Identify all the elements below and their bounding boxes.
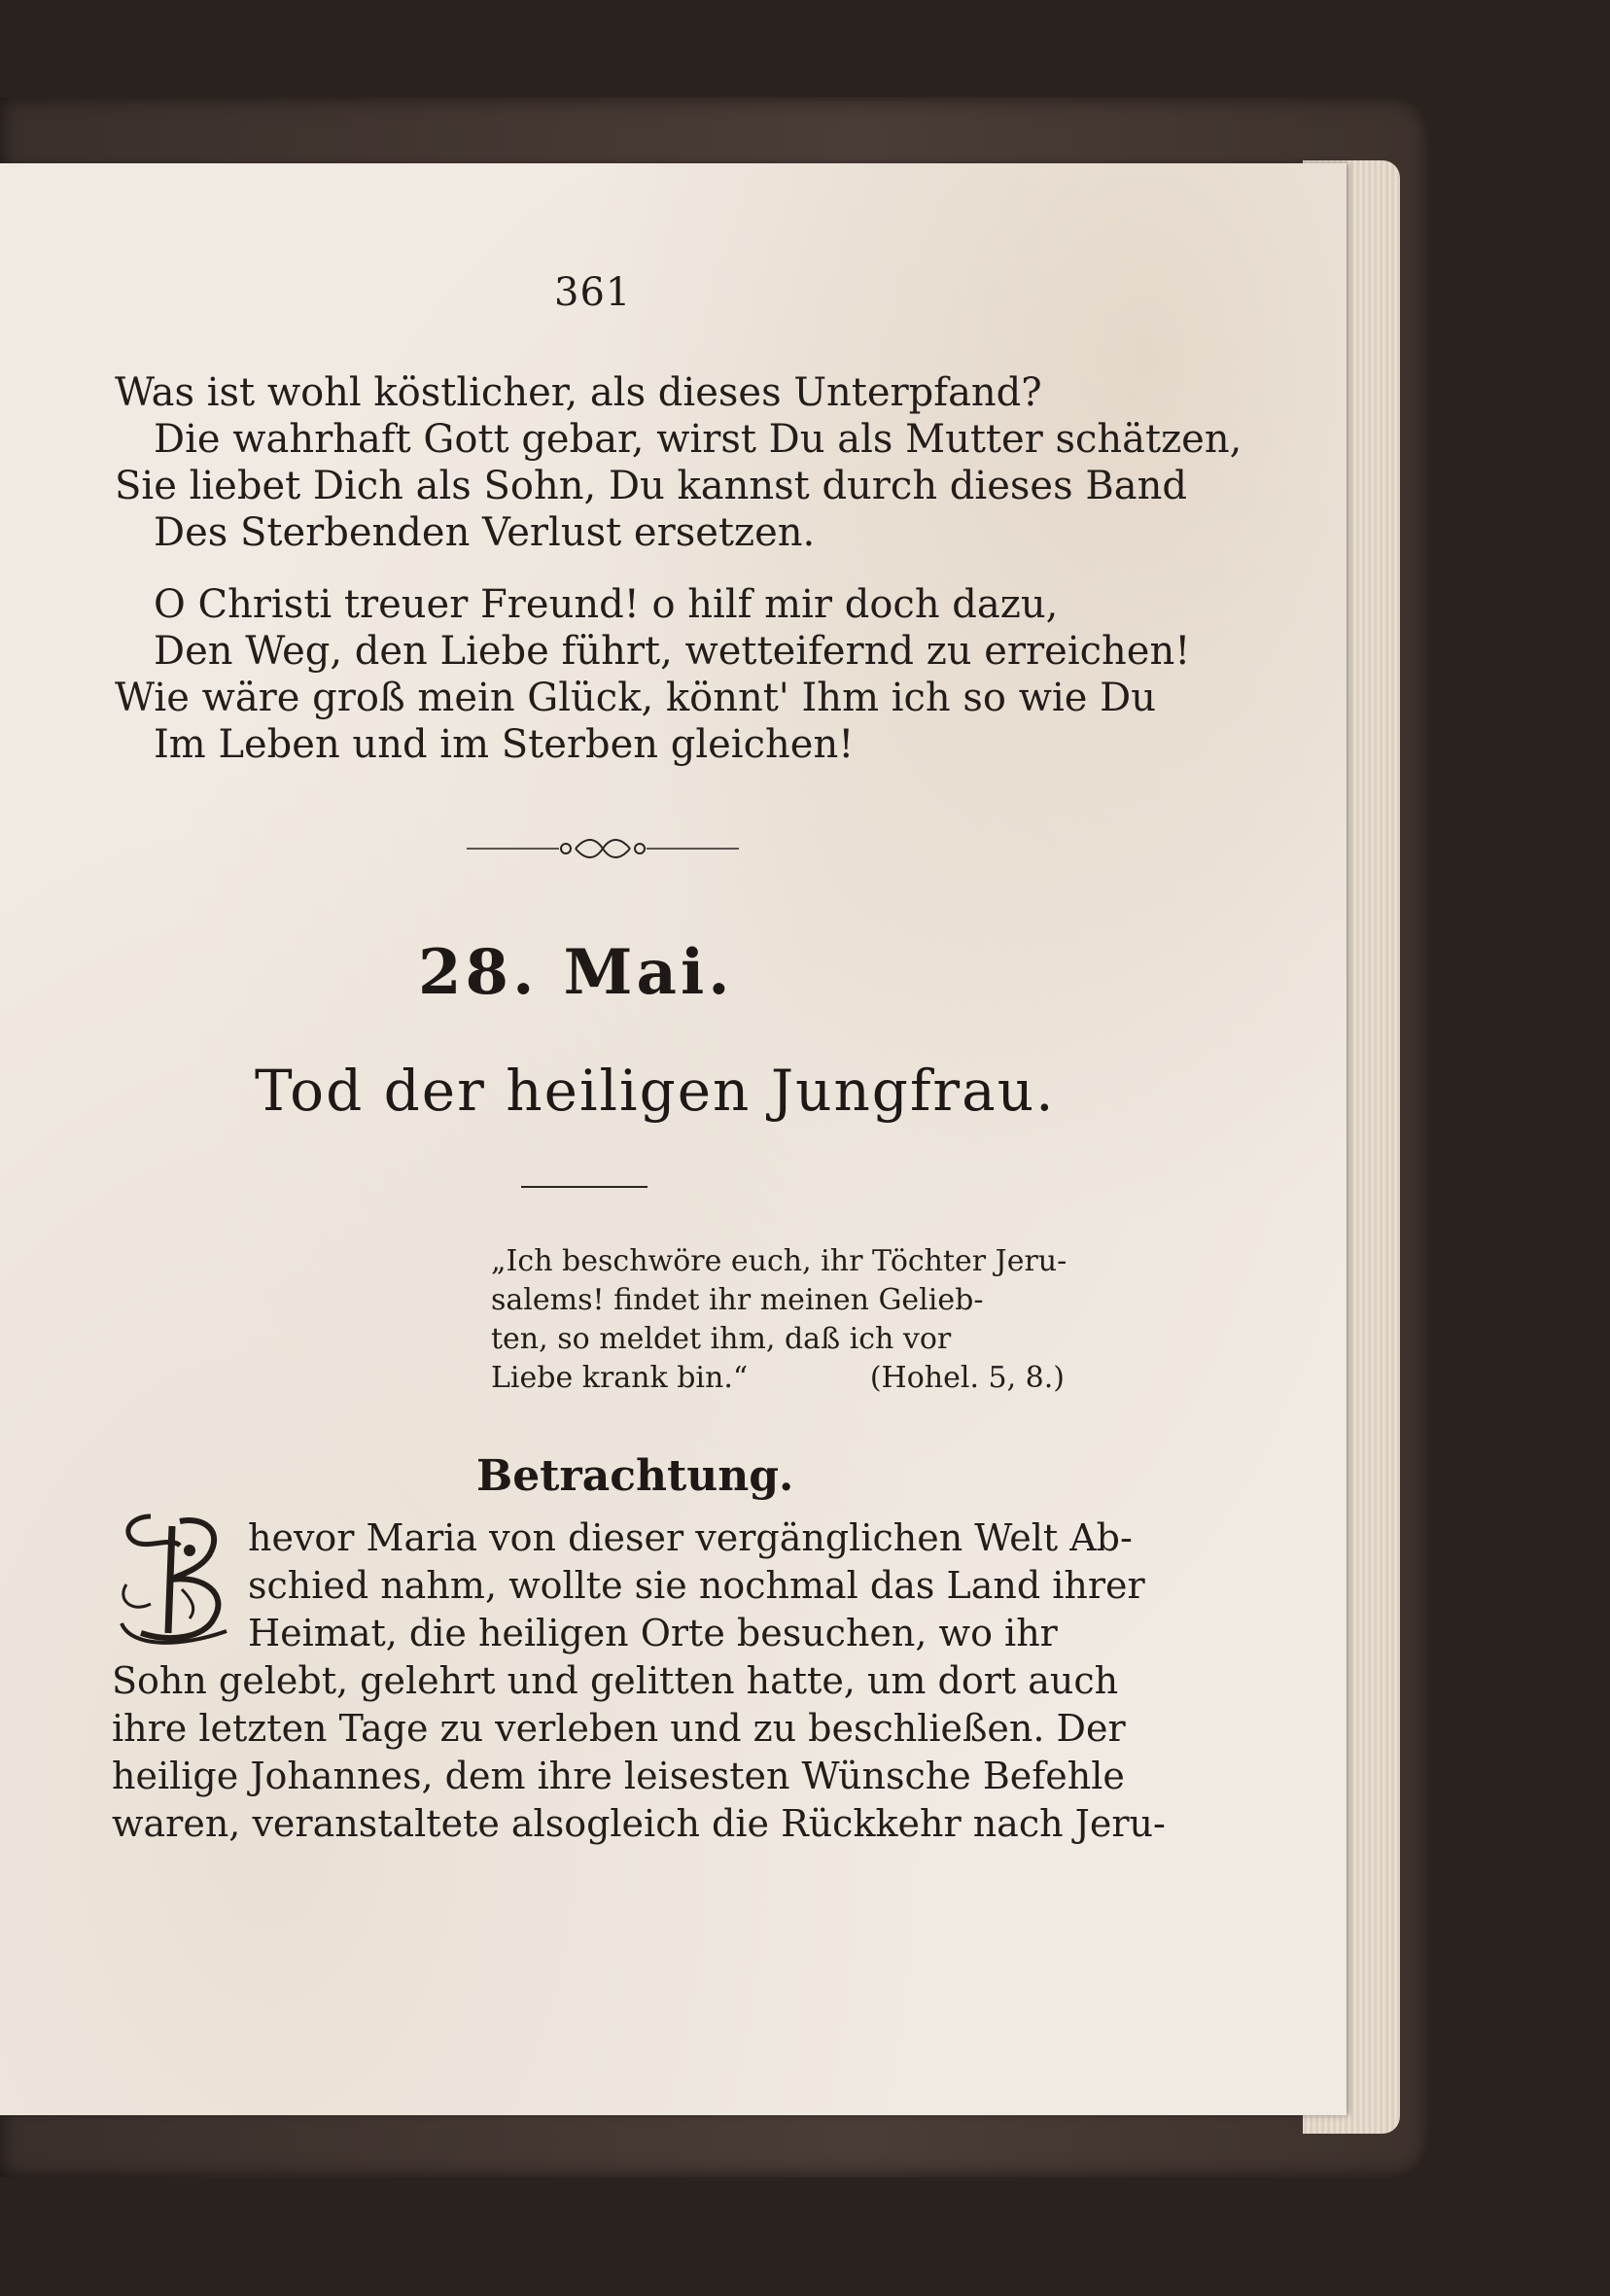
epigraph-reference: (Hohel. 5, 8.): [869, 1361, 1065, 1395]
verse-line: O Christi treuer Freund! o hilf mir doch dazu,: [154, 582, 1059, 627]
body-line: Sohn gelebt, gelehrt und gelitten hatte, um dort auch: [112, 1659, 1119, 1702]
book-page: [0, 163, 1347, 2115]
body-line: Heimat, die heiligen Orte besuchen, wo ihr: [248, 1612, 1058, 1654]
verse-line: Des Sterbenden Verlust ersetzen.: [154, 510, 816, 555]
poem-stanza-2: [115, 581, 1191, 768]
body-line: ihre letzten Tage zu verleben und zu beschließen. Der: [112, 1707, 1126, 1750]
body-line: schied nahm, wollte sie nochmal das Land ihrer: [248, 1564, 1145, 1607]
body-text: [112, 1514, 1166, 1848]
epigraph: [491, 1242, 1068, 1398]
verse-line: Wie wäre groß mein Glück, könnt' Ihm ich so wie Du: [115, 676, 1156, 720]
verse-line: Im Leben und im Sterben gleichen!: [154, 722, 855, 767]
ornament-divider-icon: [467, 834, 739, 863]
verse-line: Die wahrhaft Gott gebar, wirst Du als Mutter schätzen,: [154, 417, 1242, 462]
body-line: waren, veranstaltete alsogleich die Rückkehr nach Jeru-: [112, 1802, 1166, 1845]
poem-stanza-1: [115, 369, 1242, 556]
body-line: heilige Johannes, dem ihre leisesten Wünsche Befehle: [112, 1755, 1125, 1797]
epigraph-line: salems! findet ihr meinen Gelieb-: [491, 1283, 984, 1317]
verse-line: Den Weg, den Liebe führt, wetteifernd zu erreichen!: [154, 629, 1191, 674]
epigraph-line: „Ich beschwöre euch, ihr Töchter Jeru-: [491, 1244, 1068, 1278]
verse-line: Was ist wohl köstlicher, als dieses Unterpfand?: [115, 370, 1042, 415]
section-heading: Betrachtung.: [476, 1451, 794, 1501]
verse-line: Sie liebet Dich als Sohn, Du kannst durch dieses Band: [115, 464, 1187, 508]
date-heading: 28. Mai.: [418, 936, 734, 1009]
page-number: 361: [554, 270, 632, 315]
epigraph-line: Liebe krank bin.“: [491, 1361, 749, 1395]
title-rule: [521, 1186, 648, 1188]
body-line: hevor Maria von dieser vergänglichen Welt Ab-: [248, 1516, 1133, 1559]
chapter-title: Tod der heiligen Jungfrau.: [255, 1058, 1056, 1124]
epigraph-line: ten, so meldet ihm, daß ich vor: [491, 1322, 952, 1356]
